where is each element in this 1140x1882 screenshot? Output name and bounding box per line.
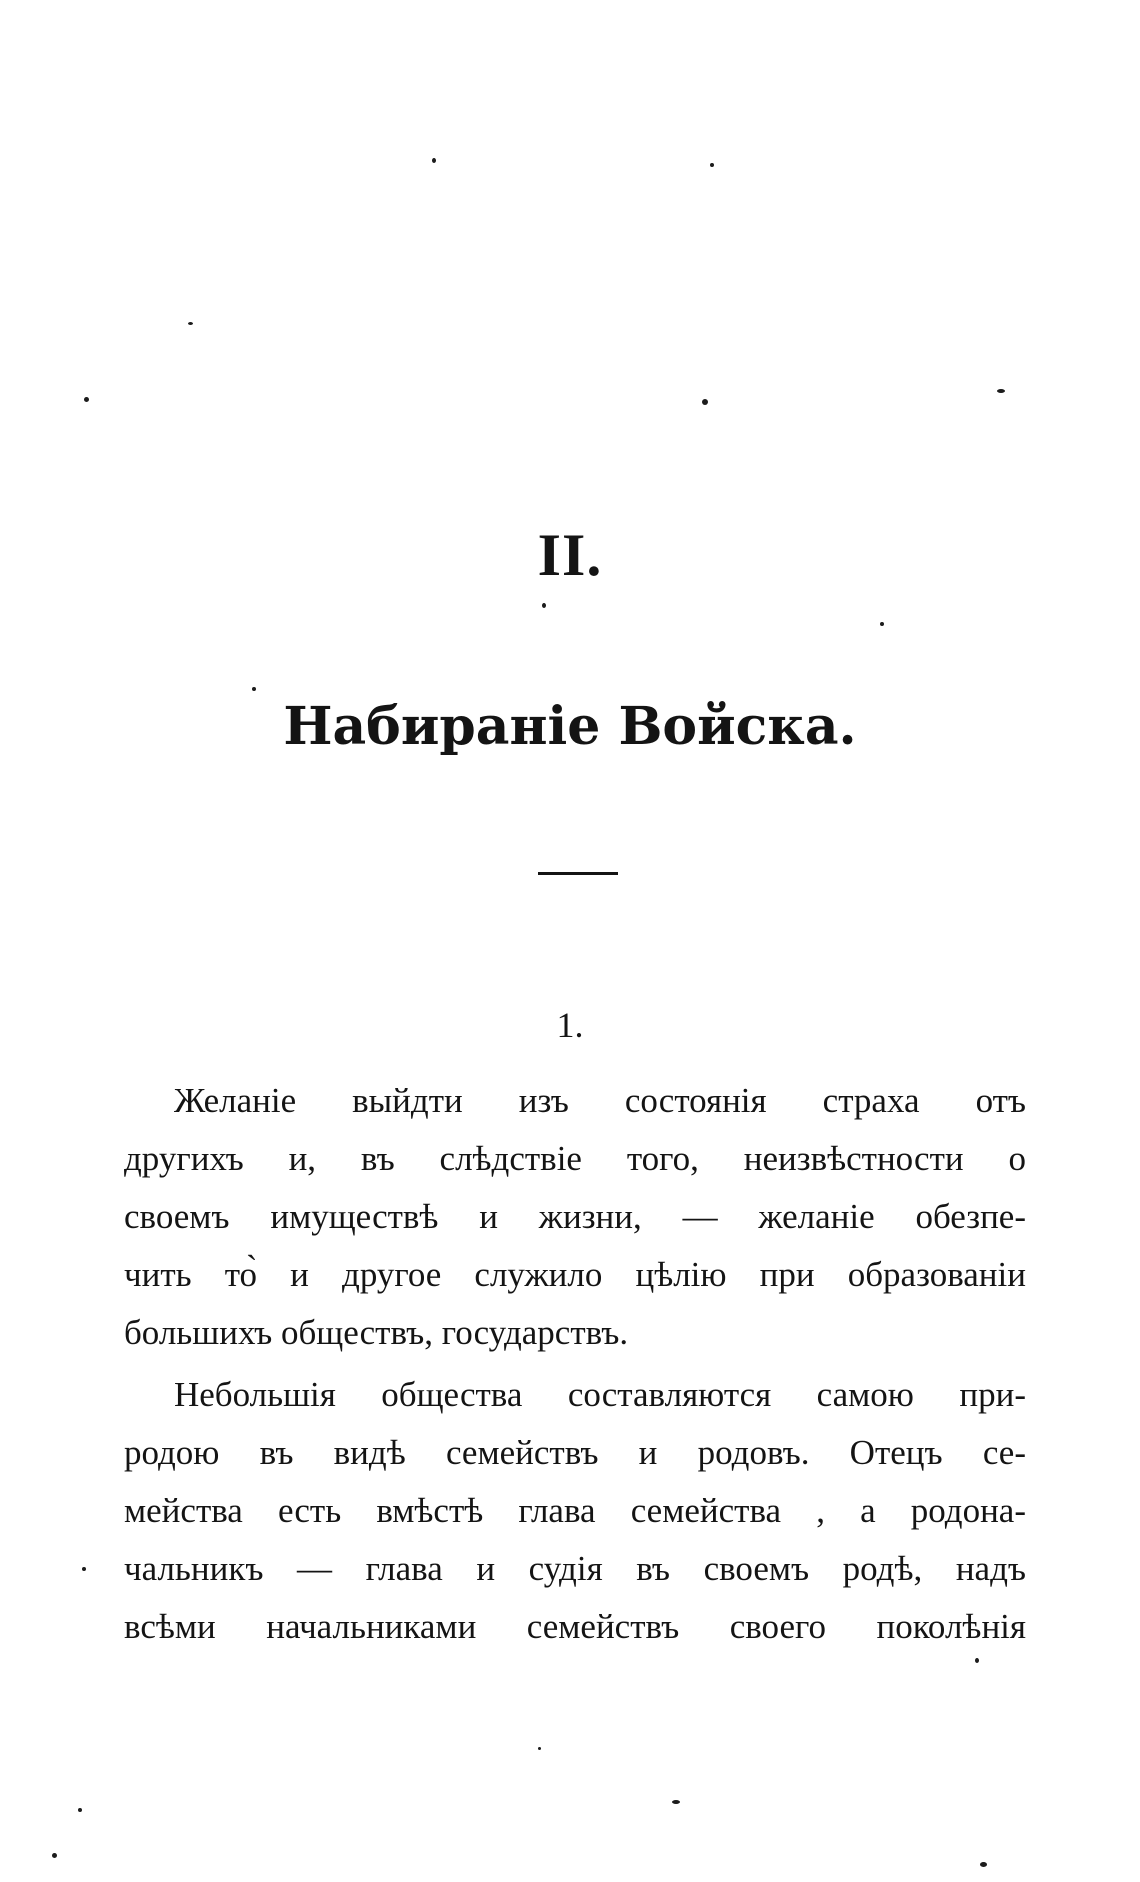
- text-line: другихъ и, въ слѣдствiе того, неизвѣстности о: [124, 1139, 1026, 1178]
- title-rule: [538, 872, 618, 875]
- scan-speck: [52, 1853, 57, 1858]
- scan-speck: [538, 1747, 541, 1750]
- scan-speck: [975, 1658, 979, 1663]
- text-line: всѣми начальниками семействъ своего поколѣнiя: [124, 1607, 1026, 1646]
- text-line: чальникъ — глава и судiя въ своемъ родѣ, надъ: [124, 1549, 1026, 1588]
- text-line: большихъ обществъ, государствъ.: [124, 1313, 629, 1352]
- scan-speck: [188, 322, 193, 325]
- scan-speck: [432, 158, 436, 163]
- scan-speck: [880, 622, 884, 626]
- chapter-title: Набиранiе Войска.: [283, 696, 857, 757]
- scan-speck: [78, 1808, 82, 1812]
- section-number: 1.: [556, 1005, 584, 1045]
- scan-speck: [542, 603, 546, 608]
- text-line: Желанiе выйдти изъ состоянiя страха отъ: [174, 1081, 1026, 1120]
- scan-speck: [252, 687, 256, 691]
- text-line: своемъ имуществѣ и жизни, — желанiе обезпе-: [124, 1197, 1026, 1236]
- scan-speck: [82, 1567, 86, 1571]
- scan-speck: [980, 1862, 987, 1867]
- chapter-number: II.: [537, 522, 603, 588]
- text-line: Небольшiя общества составляются самою при-: [174, 1375, 1026, 1414]
- scan-speck: [672, 1800, 680, 1804]
- text-line: чить то̀ и другое служило цѣлiю при образованiи: [124, 1255, 1026, 1294]
- scan-speck: [84, 397, 89, 402]
- text-line: родою въ видѣ семействъ и родовъ. Отецъ се-: [124, 1433, 1026, 1472]
- body-text: [124, 1072, 1026, 1656]
- text-line: мейства есть вмѣстѣ глава семейства , а родона-: [124, 1491, 1026, 1530]
- scan-speck: [710, 163, 714, 167]
- scan-speck: [997, 389, 1005, 393]
- scan-speck: [702, 399, 708, 405]
